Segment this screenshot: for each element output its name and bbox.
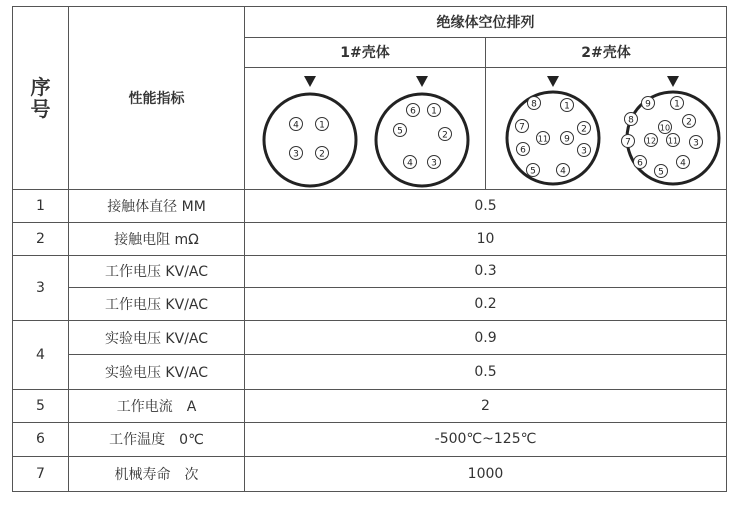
spec-table (12, 6, 727, 492)
seq-header-char-1: 序 (30, 75, 51, 100)
row-2-value: 10 (245, 222, 727, 255)
seq-header (13, 7, 69, 190)
shell1-diagram-svg (250, 70, 480, 188)
shell2-header: 2#壳体 (486, 37, 727, 68)
row-4b-name: 实验电压 KV/AC (69, 355, 245, 390)
pin-number-label: 9 (564, 134, 570, 145)
pin-number-label: 9 (645, 99, 651, 110)
key-marker-icon (304, 76, 316, 87)
pin-number-label: 6 (520, 145, 526, 156)
pin-number-label: 2 (686, 117, 692, 128)
row-7-value: 1000 (245, 457, 727, 492)
pin-number-label: 1 (674, 99, 680, 110)
pin-number-label: 6 (637, 158, 643, 169)
pin-number-label: 1 (564, 101, 570, 112)
pin-number-label: 11 (537, 134, 549, 144)
pin-number-label: 3 (431, 158, 437, 169)
shell1-header: 1#壳体 (245, 37, 486, 68)
pin-number-label: 2 (442, 130, 448, 141)
row-5-value: 2 (245, 390, 727, 423)
pin-number-label: 3 (693, 138, 699, 149)
row-3b-value: 0.2 (245, 288, 727, 321)
row-2-name: 接触电阻 mΩ (69, 222, 245, 255)
pin-number-label: 5 (530, 166, 536, 177)
pin-number-label: 5 (397, 126, 403, 137)
row-3-number: 3 (13, 255, 69, 320)
pin-number-label: 12 (645, 136, 657, 146)
shell2-11pin-diagram (507, 76, 599, 184)
pin-number-label: 2 (319, 149, 325, 160)
row-5-name: 工作电流 A (69, 390, 245, 423)
row-1-number: 1 (13, 190, 69, 223)
row-4a-value: 0.9 (245, 320, 727, 355)
row-3a-name: 工作电压 KV/AC (69, 255, 245, 288)
row-4b-value: 0.5 (245, 355, 727, 390)
pin-number-label: 11 (667, 136, 679, 146)
row-1-value: 0.5 (245, 190, 727, 223)
seq-header-char-2: 号 (30, 97, 51, 122)
pin-group (290, 117, 329, 159)
row-6-number: 6 (13, 422, 69, 457)
shell2-diagrams (486, 68, 727, 190)
shell-circle (376, 94, 468, 186)
row-3a-value: 0.3 (245, 255, 727, 288)
pin-number-label: 1 (319, 120, 325, 131)
row-7-name: 机械寿命 次 (69, 457, 245, 492)
pin-number-label: 4 (680, 158, 686, 169)
pin-number-label: 4 (560, 166, 566, 177)
row-3b-name: 工作电压 KV/AC (69, 288, 245, 321)
row-4a-name: 实验电压 KV/AC (69, 320, 245, 355)
row-4-number: 4 (13, 320, 69, 389)
pin-number-label: 4 (407, 158, 413, 169)
shell1-4pin-diagram (264, 76, 356, 186)
perf-header: 性能指标 (69, 7, 245, 190)
pin-number-label: 5 (658, 167, 664, 178)
row-6-name: 工作温度 0℃ (69, 422, 245, 457)
shell-circle (507, 92, 599, 184)
pin-group (622, 96, 703, 177)
key-marker-icon (416, 76, 428, 87)
row-2-number: 2 (13, 222, 69, 255)
shell2-diagram-svg (491, 70, 721, 188)
pin-number-label: 8 (628, 115, 634, 126)
pin-number-label: 6 (410, 106, 416, 117)
shell1-7pin-diagram (376, 76, 468, 186)
shell1-diagrams (245, 68, 486, 190)
key-marker-icon (667, 76, 679, 87)
pin-number-label: 7 (625, 137, 631, 148)
pin-group (394, 103, 452, 168)
pin-group (516, 96, 591, 176)
pin-number-label: 8 (531, 99, 537, 110)
row-7-number: 7 (13, 457, 69, 492)
pin-number-label: 10 (659, 123, 671, 133)
row-6-value: -500℃~125℃ (245, 422, 727, 457)
shell2-13pin-diagram (622, 76, 720, 184)
pin-number-label: 4 (293, 120, 299, 131)
pin-number-label: 2 (581, 124, 587, 135)
pin-number-label: 3 (581, 146, 587, 157)
insert-layout-header: 绝缘体空位排列 (245, 7, 727, 38)
row-1-name: 接触体直径 MM (69, 190, 245, 223)
pin-number-label: 7 (519, 122, 525, 133)
key-marker-icon (547, 76, 559, 87)
pin-number-label: 3 (293, 149, 299, 160)
row-5-number: 5 (13, 390, 69, 423)
shell-circle (264, 94, 356, 186)
pin-number-label: 1 (431, 106, 437, 117)
